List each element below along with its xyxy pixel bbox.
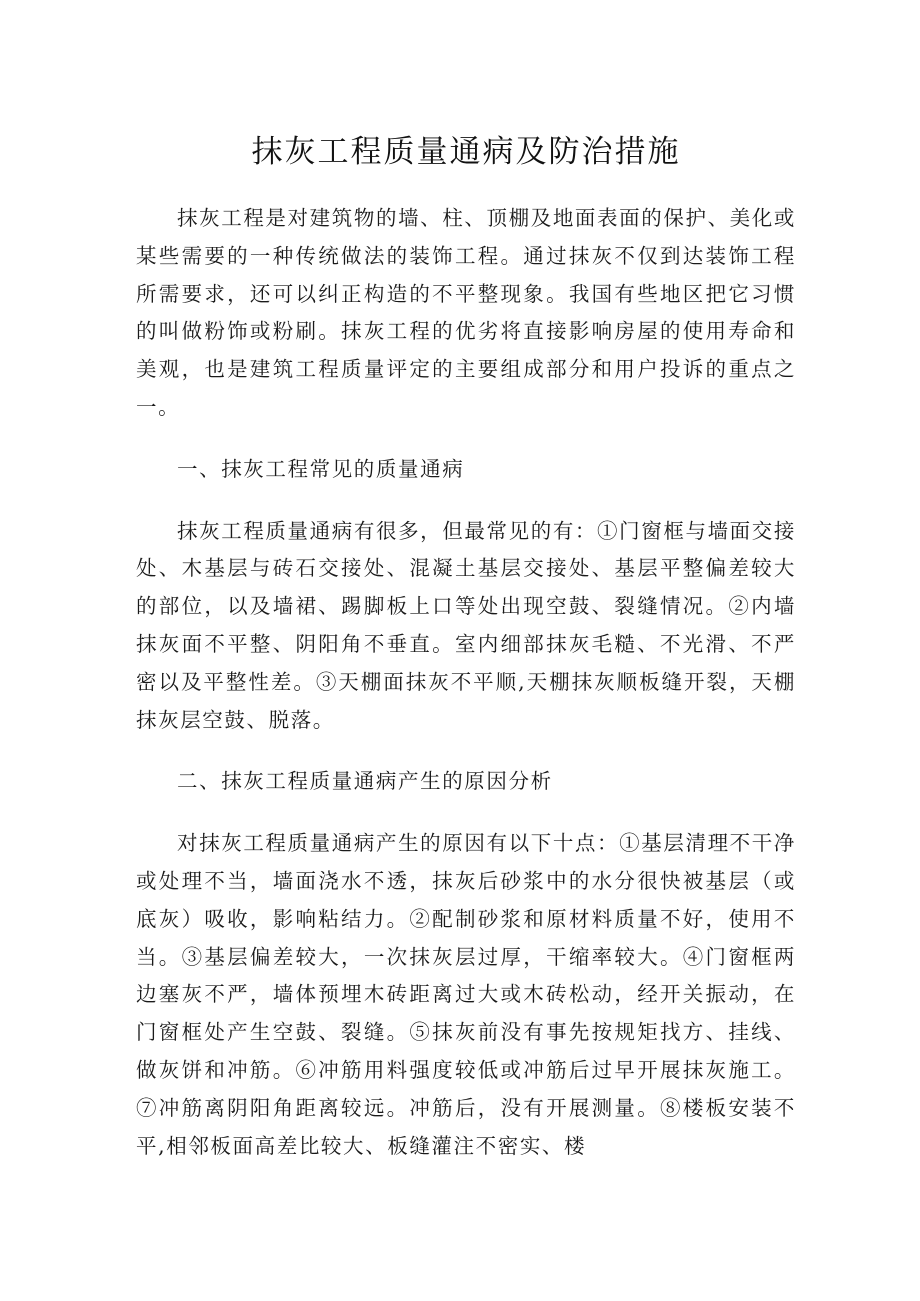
paragraph-gap [136, 427, 796, 451]
document-title: 抹灰工程质量通病及防治措施 [251, 134, 681, 170]
paragraph-gap [136, 801, 796, 825]
intro-paragraph: 抹灰工程是对建筑物的墙、柱、顶棚及地面表面的保护、美化或某些需要的一种传统做法的装饰工程。通过抹灰不仅到达装饰工程所需要求，还可以纠正构造的不平整现象。我国有些地区把它习惯的叫做粉饰或粉刷。抹灰工程的优劣将直接影响房屋的使用寿命和美观，也是建筑工程质量评定的主要组成部分和用户投诉的重点之一。 [136, 206, 796, 419]
section-1-paragraph: 抹灰工程质量通病有很多，但最常见的有：①门窗框与墙面交接处、木基层与砖石交接处、混凝土基层交接处、基层平整偏差较大的部位，以及墙裙、踢脚板上口等处出现空鼓、裂缝情况。②内墙抹灰面不平整、阴阳角不垂直。室内细部抹灰毛糙、不光滑、不严密以及平整性差。③天棚面抹灰不平顺,天棚抹灰顺板缝开裂，天棚抹灰层空鼓、脱落。 [136, 518, 796, 732]
paragraph-gap [136, 489, 796, 513]
paragraph-gap [136, 739, 796, 763]
section-2-heading: 二、抹灰工程质量通病产生的原因分析 [177, 769, 553, 794]
section-1-heading: 一、抹灰工程常见的质量通病 [177, 456, 465, 481]
section-2-paragraph: 对抹灰工程质量通病产生的原因有以下十点：①基层清理不干净或处理不当，墙面浇水不透，抹灰后砂浆中的水分很快被基层（或底灰）吸收，影响粘结力。②配制砂浆和原材料质量不好，使用不当。③基层偏差较大，一次抹灰层过厚，干缩率较大。④门窗框两边塞灰不严，墙体预埋木砖距离过大或木砖松动，经开关振动，在门窗框处产生空鼓、裂缝。⑤抹灰前没有事先按规矩找方、挂线、做灰饼和冲筋。⑥冲筋用料强度较低或冲筋后过早开展抹灰施工。⑦冲筋离阴阳角距离较远。冲筋后，没有开展测量。⑧楼板安装不平,相邻板面高差比较大、板缝灌注不密实、楼 [136, 831, 796, 1158]
